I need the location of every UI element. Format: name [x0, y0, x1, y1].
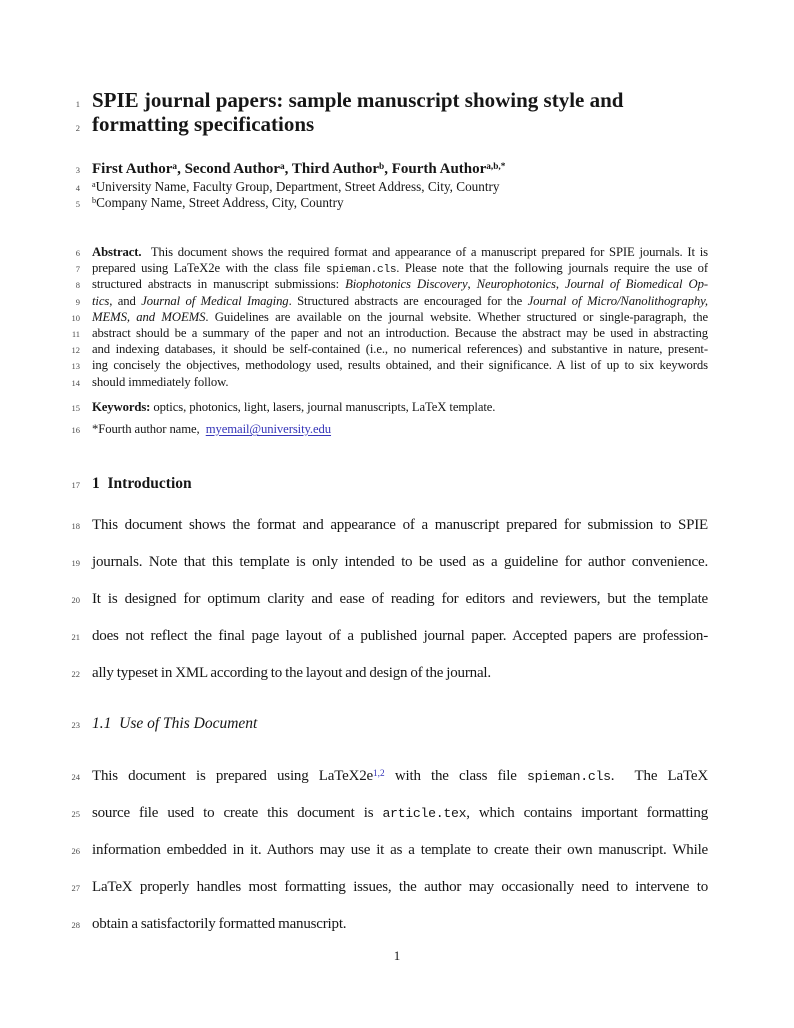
line-text [92, 195, 708, 211]
text-segment: SPIE journal papers: sample manuscript showing style and [92, 89, 624, 112]
doc-line [63, 714, 708, 734]
line-text [92, 421, 708, 437]
doc-line [63, 357, 708, 373]
line-number: 10 [71, 312, 80, 323]
text-segment: It is designed for optimum clarity and ease of reading for editors and reviewers, but the template [92, 591, 708, 608]
text-segment: prepared using LaTeX2e with the class file [92, 261, 326, 276]
text-segment: ing concisely the objectives, methodology used, results obtained, and their significance. A list of up to six keywords [92, 358, 708, 373]
doc-line [63, 179, 708, 195]
text-segment: ally typeset in XML according to the layout and design of the journal. [92, 665, 491, 682]
line-number: 27 [71, 883, 80, 894]
doc-line [63, 507, 708, 544]
doc-line [63, 906, 708, 943]
text-segment: First Author [92, 161, 173, 177]
line-text [92, 293, 708, 309]
group-title [63, 89, 708, 136]
text-segment: . The LaTeX [610, 768, 708, 785]
line-text [92, 714, 708, 734]
line-text [92, 113, 708, 137]
text-segment: b [379, 161, 385, 172]
group-h1 [63, 474, 708, 494]
line-number: 26 [71, 846, 80, 857]
line-number: 2 [75, 122, 80, 133]
text-segment: with the class file [384, 768, 527, 785]
line-text [92, 160, 708, 179]
text-segment: article.tex [382, 806, 467, 822]
line-text [92, 655, 708, 692]
doc-line [63, 655, 708, 692]
doc-line [63, 113, 708, 137]
line-number: 25 [71, 809, 80, 820]
text-segment: b [92, 195, 97, 205]
line-number: 14 [71, 377, 80, 388]
text-segment: obtain a satisfactorily formatted manuscript. [92, 916, 347, 933]
manuscript-lines [63, 0, 708, 943]
group-authors [63, 160, 708, 210]
doc-line [63, 399, 708, 415]
line-number: 8 [75, 280, 80, 291]
line-number: 19 [71, 558, 80, 569]
doc-line [63, 474, 708, 494]
text-segment: . Structured abstracts are encouraged for the [288, 293, 528, 308]
text-segment: a,b,* [486, 161, 506, 172]
line-number: 5 [75, 198, 80, 209]
line-number: 20 [71, 595, 80, 606]
line-text [92, 474, 708, 494]
text-segment: a [280, 161, 285, 172]
text-segment: spieman.cls [325, 264, 397, 277]
text-segment: Journal of Biomedical Op- [565, 277, 708, 292]
line-text [92, 869, 708, 906]
text-segment: 1.1 Use of This Document [92, 715, 258, 733]
text-segment: a [172, 161, 178, 172]
doc-line [63, 89, 708, 113]
text-segment: abstract should be a summary of the paper and not an introduction. Because the abstract may be used in abstracting [92, 325, 708, 340]
doc-line [63, 374, 708, 390]
line-text [92, 179, 708, 195]
doc-line [63, 160, 708, 179]
text-segment: a [92, 180, 96, 190]
line-text [92, 325, 708, 341]
group-email [63, 421, 708, 437]
doc-line [63, 309, 708, 325]
line-text [92, 309, 708, 325]
text-segment: Journal of Medical Imaging [141, 293, 289, 308]
line-number: 22 [71, 669, 80, 680]
doc-line [63, 276, 708, 292]
line-text [92, 341, 708, 357]
line-text [92, 507, 708, 544]
text-segment: This document is prepared using LaTeX2e [92, 768, 373, 785]
text-segment: Keywords: [92, 399, 151, 414]
line-number: 4 [75, 183, 80, 193]
text-segment: , Third Author [284, 161, 380, 177]
text-segment: This document shows the format and appearance of a manuscript prepared for submission to SPIE [92, 517, 708, 534]
line-number: 17 [71, 480, 80, 491]
line-number: 16 [71, 424, 80, 435]
line-text [92, 276, 708, 292]
line-number: 7 [75, 264, 80, 275]
line-text [92, 260, 708, 276]
text-segment: , and [109, 293, 142, 308]
doc-line [63, 244, 708, 260]
text-segment: Abstract. [92, 245, 142, 259]
text-segment: This document shows the required format and appearance of a manuscript prepared for SPIE journals. It is [141, 245, 708, 259]
line-number: 13 [71, 361, 80, 372]
text-segment: and indexing databases, it should be self-contained (i.e., no numerical references) and substantive in nature, present- [92, 342, 708, 357]
text-segment: , which contains important formatting [466, 805, 708, 822]
doc-line [63, 325, 708, 341]
doc-line [63, 195, 708, 211]
text-segment: Journal of Micro/Nanolithography, [527, 293, 708, 308]
group-h2 [63, 714, 708, 734]
text-segment: source file used to create this document is [92, 805, 383, 822]
text-segment: . Please note that the following journals require the use of [396, 261, 708, 276]
text-segment: 1 Introduction [92, 475, 192, 493]
text-segment: Neurophotonics [476, 277, 556, 292]
line-text [92, 374, 708, 390]
line-text [92, 758, 708, 795]
line-number: 1 [75, 99, 80, 109]
page-number: 1 [393, 948, 401, 963]
email-link[interactable]: myemail@university.edu [205, 421, 332, 436]
doc-line [63, 758, 708, 795]
line-number: 28 [71, 920, 80, 931]
group-body1 [63, 507, 708, 692]
line-text [92, 581, 708, 618]
line-text [92, 89, 708, 113]
line-number: 24 [71, 772, 80, 783]
doc-line [63, 581, 708, 618]
text-segment: information embedded in it. Authors may use it as a template to create their own manuscript. While [92, 842, 708, 859]
line-text [92, 795, 708, 832]
text-segment: , [555, 277, 566, 292]
text-segment: MEMS, and MOEMS [92, 309, 206, 324]
line-number: 15 [71, 402, 80, 413]
text-segment: , Second Author [177, 161, 281, 177]
line-number: 18 [71, 521, 80, 532]
text-segment: formatting specifications [92, 112, 315, 136]
line-number: 12 [71, 345, 80, 356]
text-segment: structured abstracts in manuscript submissions: [92, 277, 346, 292]
doc-line [63, 832, 708, 869]
text-segment: , [467, 277, 477, 292]
group-body2 [63, 758, 708, 943]
line-number: 6 [75, 248, 80, 258]
doc-line [63, 618, 708, 655]
line-text [92, 244, 708, 260]
line-number: 11 [71, 328, 80, 339]
doc-line [63, 795, 708, 832]
text-segment: . Guidelines are available on the journal website. Whether structured or single-paragraph, the [205, 309, 708, 324]
line-number: 21 [71, 632, 80, 643]
text-segment: optics, photonics, light, lasers, journal manuscripts, LaTeX template. [150, 399, 496, 414]
doc-line [63, 421, 708, 437]
line-text [92, 832, 708, 869]
text-segment: tics [92, 293, 110, 308]
line-text [92, 618, 708, 655]
group-abstract [63, 244, 708, 390]
line-text [92, 399, 708, 415]
line-number: 23 [71, 720, 80, 731]
text-segment: LaTeX properly handles most formatting issues, the author may occasionally need to intervene to [92, 879, 708, 896]
citation-link[interactable]: 1,2 [372, 768, 385, 779]
text-segment: spieman.cls [526, 769, 611, 785]
line-text [92, 544, 708, 581]
text-segment: Company Name, Street Address, City, Country [96, 194, 344, 210]
text-segment: should immediately follow. [92, 374, 229, 389]
doc-line [63, 341, 708, 357]
doc-line [63, 260, 708, 276]
text-segment: does not reflect the final page layout of a published journal paper. Accepted papers are profession- [92, 628, 708, 645]
doc-line [63, 293, 708, 309]
text-segment: *Fourth author name, [92, 421, 206, 436]
doc-line [63, 544, 708, 581]
line-text [92, 906, 708, 943]
text-segment: , Fourth Author [384, 161, 487, 177]
group-keywords [63, 399, 708, 415]
line-text [92, 357, 708, 373]
text-segment: journals. Note that this template is only intended to be used as a guideline for author convenience. [92, 554, 708, 571]
doc-line [63, 869, 708, 906]
text-segment: University Name, Faculty Group, Department, Street Address, City, Country [95, 179, 500, 194]
line-number: 9 [75, 296, 80, 307]
line-number: 3 [75, 165, 80, 175]
text-segment: Biophotonics Discovery [345, 277, 468, 292]
